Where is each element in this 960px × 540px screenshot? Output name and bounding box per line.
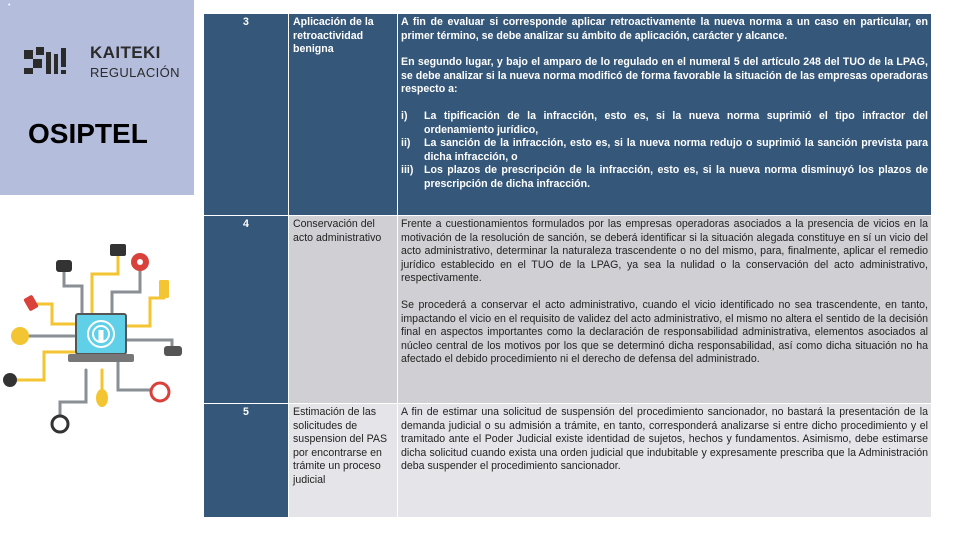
brand-panel xyxy=(0,0,194,195)
kaiteki-logo xyxy=(24,42,184,82)
row-topic: Aplicación de la retroactividad benigna xyxy=(289,14,398,216)
row-number: 4 xyxy=(204,216,289,404)
list-item-number: i) xyxy=(401,109,408,122)
corner-mark: • xyxy=(8,2,11,9)
list-item-number: ii) xyxy=(401,137,411,150)
list-item-number: iii) xyxy=(401,164,414,177)
row-number: 3 xyxy=(204,14,289,216)
table-row xyxy=(204,404,932,518)
description-paragraph: A fin de estimar una solicitud de suspensión del procedimiento sancionador, no bastará la presentación de la demanda judicial o su admisión a trámite, en tanto, corresponderá analizarse si entre dicho procedimiento y el tramitado ante el Poder Judicial existe identidad de sujetos, hechos y fundamentos. Asimismo, debe estimarse dicha solicitud cuando exista una orden judicial que indubitable y expresamente prescriba que la Administración deba suspender el procedimiento sancionador. xyxy=(401,406,928,473)
row-description xyxy=(398,14,932,216)
list-item-text: La tipificación de la infracción, esto es, si la nueva norma suprimió el tipo infractor del ordenamiento jurídico, xyxy=(424,109,928,136)
row-description xyxy=(398,216,932,404)
table-row xyxy=(204,216,932,404)
table-row xyxy=(204,14,932,216)
description-paragraph: A fin de evaluar si corresponde aplicar retroactivamente la nueva norma a un caso en particular, en primer término, se debe analizar su ámbito de aplicación, carácter y alcance. xyxy=(401,16,928,42)
kaiteki-logo-icon xyxy=(24,44,84,78)
org-title: OSIPTEL xyxy=(28,118,148,149)
list-item xyxy=(401,110,928,137)
list-item xyxy=(401,164,928,191)
iot-network-laptop-icon xyxy=(0,240,204,440)
criteria-list xyxy=(401,110,928,192)
description-paragraph: Se procederá a conservar el acto administrativo, cuando el vicio identificado no sea trascendente, en tanto, impactando el vicio en el requisito de validez del acto administrativo, el mismo no altera el sentido de la decisión final en aspectos importantes como la declaración de responsabilidad administrativa, elementos asociados al núcleo central de los motivos por los que se determinó dicha responsabilidad, así como dicha situación no ha afectado el debido procedimiento ni el derecho de defensa del administrado. xyxy=(401,298,928,366)
row-topic: Estimación de las solicitudes de suspension del PAS por encontrarse en trámite un proceso judicial xyxy=(289,404,398,518)
criteria-table xyxy=(203,13,932,518)
description-paragraph: En segundo lugar, y bajo el amparo de lo regulado en el numeral 5 del artículo 248 del TUO de la LPAG, se debe analizar si la nueva norma modificó de forma favorable la situación de las empresas operadoras respecto a: xyxy=(401,56,928,96)
list-item xyxy=(401,137,928,164)
list-item-text: Los plazos de prescripción de la infracción, esto es, si la nueva norma disminuyó los plazos de prescripción de dicha infracción. xyxy=(424,164,928,190)
brand-subtitle: REGULACIÓN xyxy=(90,65,180,80)
row-number: 5 xyxy=(204,404,289,518)
brand-name: KAITEKI xyxy=(90,43,161,62)
row-topic: Conservación del acto administrativo xyxy=(289,216,398,404)
list-item-text: La sanción de la infracción, esto es, si la nueva norma redujo o suprimió la sanción prevista para dicha infracción, o xyxy=(424,137,928,163)
description-paragraph: Frente a cuestionamientos formulados por las empresas operadoras asociados a la presencia de vicios en la motivación de la resolución de sanción, se deberá identificar si la situación alegada constituye en sí un vicio del acto administrativo, determinar la naturaleza trascendente o no del mismo, para, finalmente, aplicar el remedio jurídico establecido en el TUO de la LPAG, ya sea la nulidad o la conservación del acto administrativo, respectivamente. xyxy=(401,218,928,285)
row-description xyxy=(398,404,932,518)
